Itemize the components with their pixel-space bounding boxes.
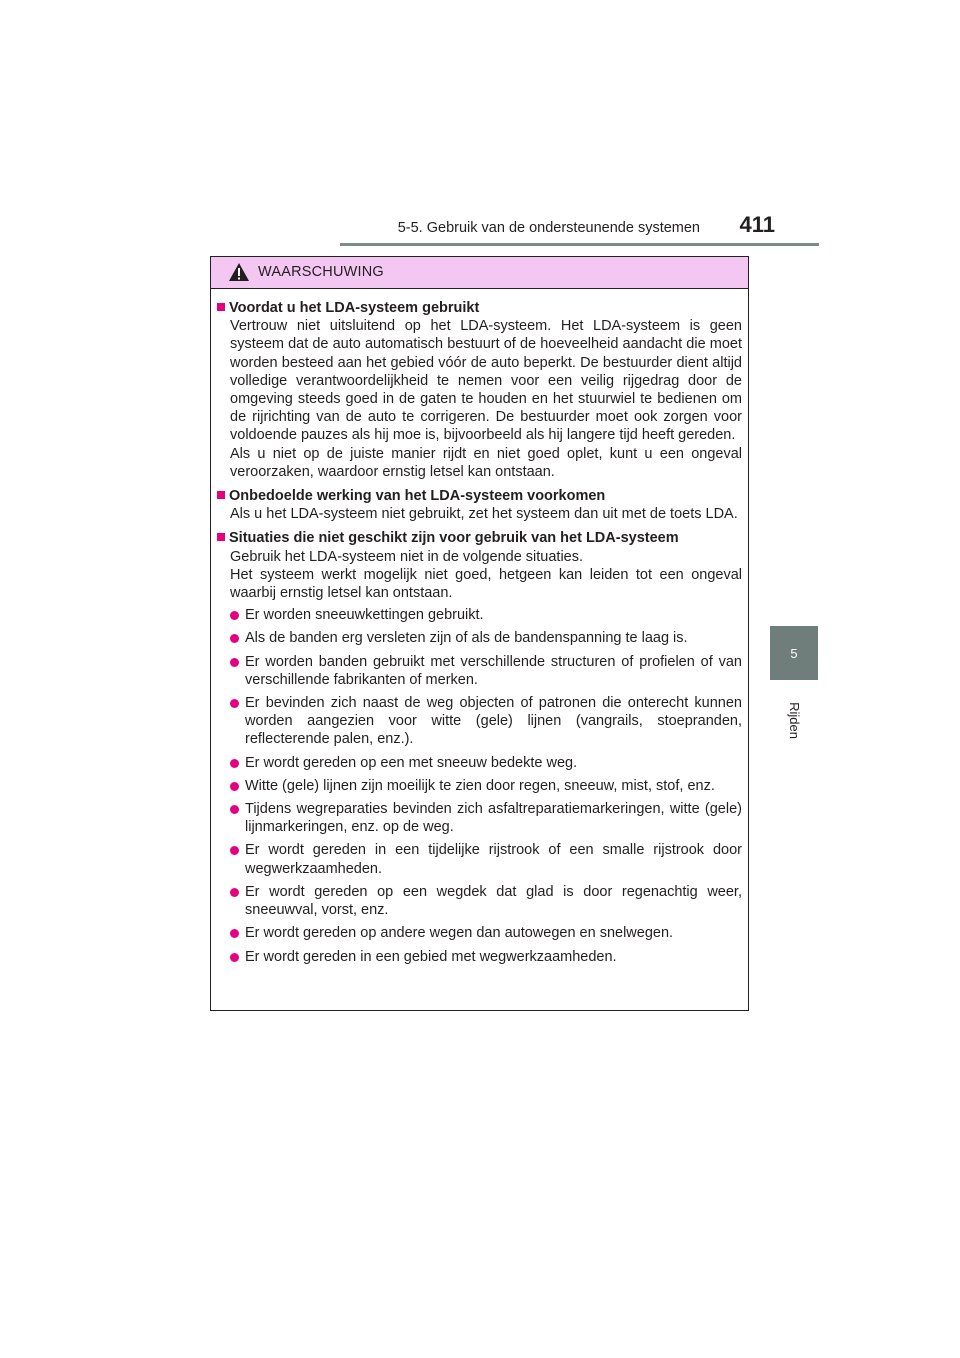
section-heading: Situaties die niet geschikt zijn voor gebruik van het LDA-systeem [229, 530, 679, 547]
warning-header [211, 257, 748, 289]
list-item: Witte (gele) lijnen zijn moeilijk te zien door regen, sneeuw, mist, stof, enz. [230, 777, 742, 795]
warning-section [217, 487, 742, 523]
chapter-tab [770, 626, 818, 680]
warning-section [217, 529, 742, 965]
bullet-dot-icon [230, 953, 239, 962]
square-bullet-icon [217, 303, 225, 311]
bullet-dot-icon [230, 846, 239, 855]
list-item: Tijdens wegreparaties bevinden zich asfaltreparatiemarkeringen, witte (gele) lijnmarkeringen, enz. op de weg. [230, 800, 742, 836]
list-item: Er worden sneeuwkettingen gebruikt. [230, 606, 742, 624]
chapter-number: 5 [790, 645, 798, 661]
section-paragraph: Als u het LDA-systeem niet gebruikt, zet het systeem dan uit met de toets LDA. [230, 506, 738, 523]
warning-triangle-icon [228, 262, 250, 282]
square-bullet-icon [217, 491, 225, 499]
list-item: Er wordt gereden op andere wegen dan autowegen en snelwegen. [230, 924, 742, 942]
list-item: Er bevinden zich naast de weg objecten of patronen die onterecht kunnen worden aangezien voor witte (gele) lijnen (vangrails, stoepranden, reflecterende palen, enz.). [230, 694, 742, 749]
section-paragraph: Gebruik het LDA-systeem niet in de volgende situaties. [230, 548, 584, 565]
list-item: Er wordt gereden op een wegdek dat glad is door regenachtig weer, sneeuwval, vorst, enz. [230, 883, 742, 919]
chapter-label-container [760, 690, 828, 750]
bullet-dot-icon [230, 634, 239, 643]
warning-section [217, 299, 742, 481]
bullet-dot-icon [230, 658, 239, 667]
section-heading: Onbedoelde werking van het LDA-systeem voorkomen [229, 488, 606, 505]
section-paragraph: Als u niet op de juiste manier rijdt en niet goed oplet, kunt u een ongeval veroorzaken, waardoor ernstig letsel kan ontstaan. [230, 445, 742, 480]
bullet-dot-icon [230, 759, 239, 768]
bullet-dot-icon [230, 929, 239, 938]
chapter-label: Rijden [786, 701, 802, 739]
list-item: Er worden banden gebruikt met verschillende structuren of profielen of van verschillende fabrikanten of merken. [230, 653, 742, 689]
section-paragraph: Het systeem werkt mogelijk niet goed, hetgeen kan leiden tot een ongeval waarbij ernstig letsel kan ontstaan. [230, 566, 742, 602]
section-heading: Voordat u het LDA-systeem gebruikt [229, 300, 480, 316]
section-paragraph: Vertrouw niet uitsluitend op het LDA-systeem. Het LDA-systeem is geen systeem dat de auto automatisch bestuurt of de hoeveelheid aandacht die moet worden besteed aan het gebied vóór de auto beperkt. De bestuurder dient altijd volledige verantwoordelijkheid te nemen voor een veilig rijgedrag door de omgeving steeds goed in de gaten te houden en het stuurwiel te bedienen om de rijrichting van de auto te corrigeren. De bestuurder moet ook zorgen voor voldoende pauzes als hij moe is, bijvoorbeeld als hij langere tijd heeft gereden. [230, 318, 742, 444]
bullet-dot-icon [230, 699, 239, 708]
list-item: Er wordt gereden in een gebied met wegwerkzaamheden. [230, 948, 742, 966]
bullet-dot-icon [230, 888, 239, 897]
section-title: 5-5. Gebruik van de ondersteunende systemen [397, 220, 700, 236]
warning-title: WAARSCHUWING [258, 264, 384, 280]
list-item: Er wordt gereden in een tijdelijke rijstrook of een smalle rijstrook door wegwerkzaamheden. [230, 841, 742, 877]
header-divider [340, 243, 819, 246]
bullet-dot-icon [230, 805, 239, 814]
page-number: 411 [739, 212, 775, 237]
warning-box [210, 256, 749, 1011]
bullet-dot-icon [230, 782, 239, 791]
situation-list [217, 606, 742, 965]
warning-body [211, 289, 748, 966]
list-item: Als de banden erg versleten zijn of als de bandenspanning te laag is. [230, 629, 742, 647]
square-bullet-icon [217, 533, 225, 541]
bullet-dot-icon [230, 611, 239, 620]
list-item: Er wordt gereden op een met sneeuw bedekte weg. [230, 754, 742, 772]
